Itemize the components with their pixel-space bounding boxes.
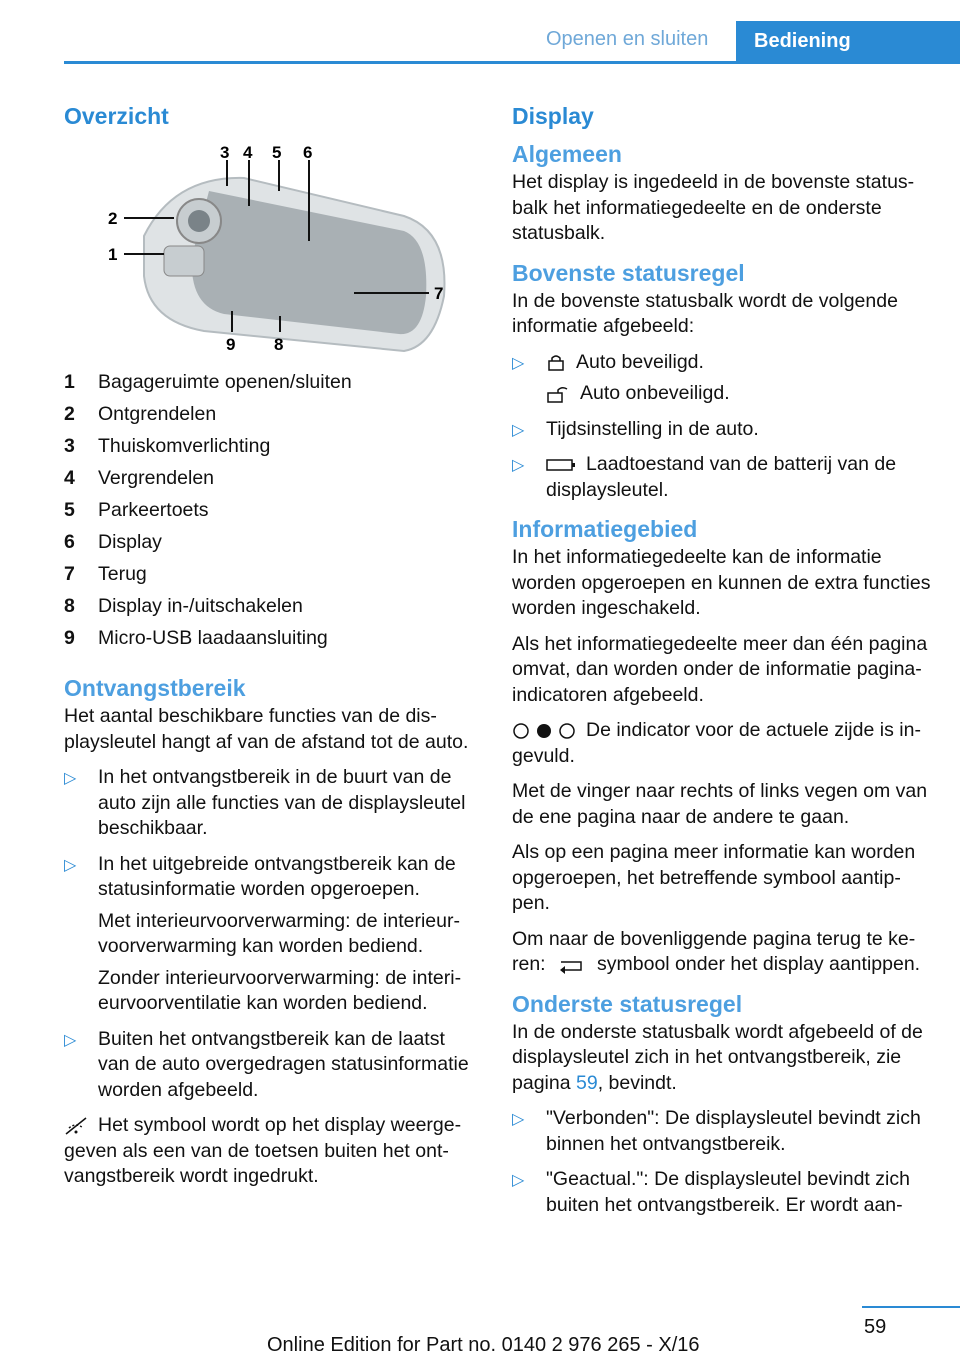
section-tab[interactable]: Openen en sluiten xyxy=(546,28,709,50)
legend-item: 4 Vergrendelen xyxy=(64,467,215,489)
legend-item: 3 Thuiskomverlichting xyxy=(64,435,271,457)
list-item: ▷ Buiten het ontvangstbereik kan de laatst van de auto overgedragen statusinformatie worden afgebeeld. xyxy=(64,1027,469,1101)
callout-4: 4 xyxy=(243,146,253,162)
overview-heading: Overzicht xyxy=(64,103,169,129)
list-item: ▷ "Verbonden": De displaysleutel bevindt zich binnen het ontvangstbereik. xyxy=(512,1107,921,1155)
legend-item: 7 Terug xyxy=(64,563,147,585)
page-indicator-note: De indicator voor de actuele zijde is ingevuld. xyxy=(512,719,921,767)
range-heading: Ontvangstbereik xyxy=(64,675,246,701)
range-symbol-note: Het symbool wordt op het display weergegeven als een van de toetsen buiten het ontvangstbereik wordt ingedrukt. xyxy=(64,1114,462,1187)
legend-item: 8 Display in-/uitschakelen xyxy=(64,595,303,617)
callout-9: 9 xyxy=(226,335,236,354)
legend-item: 2 Ontgrendelen xyxy=(64,403,217,425)
range-intro: Het aantal beschikbare functies van de displaysleutel hangt af van de afstand tot de auto. xyxy=(64,705,469,753)
legend-item: 1 Bagageruimte openen/sluiten xyxy=(64,371,352,393)
bottom-statusbar-heading: Onderste statusregel xyxy=(512,990,743,1017)
header-rule xyxy=(64,61,960,64)
list-item: ▷ In het uitgebreide ontvangstbereik kan de statusinformatie worden opgeroepen. Met interieurvoorverwarming: de interieurvoorverwarming kan worden bediend. Zonder interieurvoorverwarming: de interieurvoorventilatie kan worden bediend. xyxy=(64,852,462,1014)
general-section: Algemeen Het display is ingedeeld in de bovenste statusbalk het informatiegedeelte en de onderste statusbalk. xyxy=(512,138,932,247)
list-item: ▷ Auto beveiligd. Auto onbeveiligd. xyxy=(512,350,730,404)
footer-rule xyxy=(862,1306,960,1308)
lock-open-icon xyxy=(546,385,570,403)
callout-3: 3 xyxy=(220,146,230,162)
legend-item: 6 Display xyxy=(64,531,162,553)
edition-footer: Online Edition for Part no. 0140 2 976 265 - X/16 xyxy=(267,1334,700,1356)
range-section xyxy=(64,672,478,1190)
list-item: ▷ In het ontvangstbereik in de buurt van de auto zijn alle functies van de displaysleutel beschikbaar. xyxy=(64,766,466,839)
back-note: Om naar de bovenliggende pagina terug te keren: symbool onder het display aantippen. xyxy=(512,927,921,975)
page-link[interactable]: 59 xyxy=(575,1071,598,1094)
lock-closed-icon xyxy=(546,353,566,371)
bottom-statusbar-section: Onderste statusregel In de onderste statusbalk wordt afgebeeld of de displaysleutel zich in het ontvangstbereik, zie pagina 59, bevindt. ▷ "Verbonden": De displaysleutel bevindt zich binnen het ontvangstbereik. ▷ "Geactual.": De displaysleutel bevindt zich buiten het ontvangstbereik. Er wordt aan- xyxy=(512,988,932,1219)
top-statusbar-heading: Bovenste statusregel xyxy=(512,259,745,286)
callout-8: 8 xyxy=(274,335,284,354)
left-column xyxy=(64,100,478,1200)
bottom-statusbar-list xyxy=(512,1106,932,1218)
top-statusbar-list xyxy=(512,350,932,504)
back-arrow-icon xyxy=(557,956,587,974)
chapter-tab[interactable]: Bediening xyxy=(736,21,960,63)
legend-item: 5 Parkeertoets xyxy=(64,499,209,521)
right-column xyxy=(512,100,932,1228)
out-of-range-icon xyxy=(64,1116,88,1136)
callout-7: 7 xyxy=(434,284,444,303)
info-heading: Informatiegebied xyxy=(512,516,698,542)
callout-6: 6 xyxy=(303,146,313,162)
legend-list xyxy=(64,366,478,654)
callout-1: 1 xyxy=(108,245,118,264)
list-item: ▷ "Geactual.": De displaysleutel bevindt zich buiten het ontvangstbereik. Er wordt aan- xyxy=(512,1168,910,1216)
display-key-figure xyxy=(104,146,484,356)
display-key-illustration xyxy=(104,146,484,356)
list-item: ▷ Laadtoestand van de batterij van de displaysleutel. xyxy=(512,453,897,501)
callout-2: 2 xyxy=(108,209,118,228)
legend-item: 9 Micro-USB laadaansluiting xyxy=(64,627,328,649)
battery-icon xyxy=(546,457,576,473)
page-header xyxy=(0,0,960,64)
page-number: 59 xyxy=(864,1316,887,1338)
page-indicator-icon xyxy=(512,722,576,740)
general-heading: Algemeen xyxy=(512,141,622,167)
display-heading: Display xyxy=(512,103,594,129)
list-item: ▷ Tijdsinstelling in de auto. xyxy=(512,417,759,440)
range-list xyxy=(64,765,478,1103)
top-statusbar-section: Bovenste statusregel In de bovenste statusbalk wordt de volgende informatie afgebeeld: ▷ Auto beveiligd. Auto onbeveiligd. ▷ Tijdsinstelling in de auto. ▷ Laadtoestand van de batterij van de displaysleutel. xyxy=(512,257,932,504)
info-section: Informatiegebied In het informatiegedeelte kan de informatie worden opgeroepen en kunnen de extra functies worden ingeschakeld. Als het informatiegedeelte meer dan één pagina omvat, dan worden onder de informatie pagina-indicatoren afgebeeld. De indicator voor de actuele zijde is ingevuld. Met de vinger naar rechts of links vegen om van de ene pagina naar de andere te gaan. Als op een pagina meer informatie kan worden opgeroepen, het betreffende symbool aantippen. Om naar de bovenliggende pagina terug te keren: symbool onder het display aantippen. xyxy=(512,513,932,978)
callout-5: 5 xyxy=(272,146,282,162)
